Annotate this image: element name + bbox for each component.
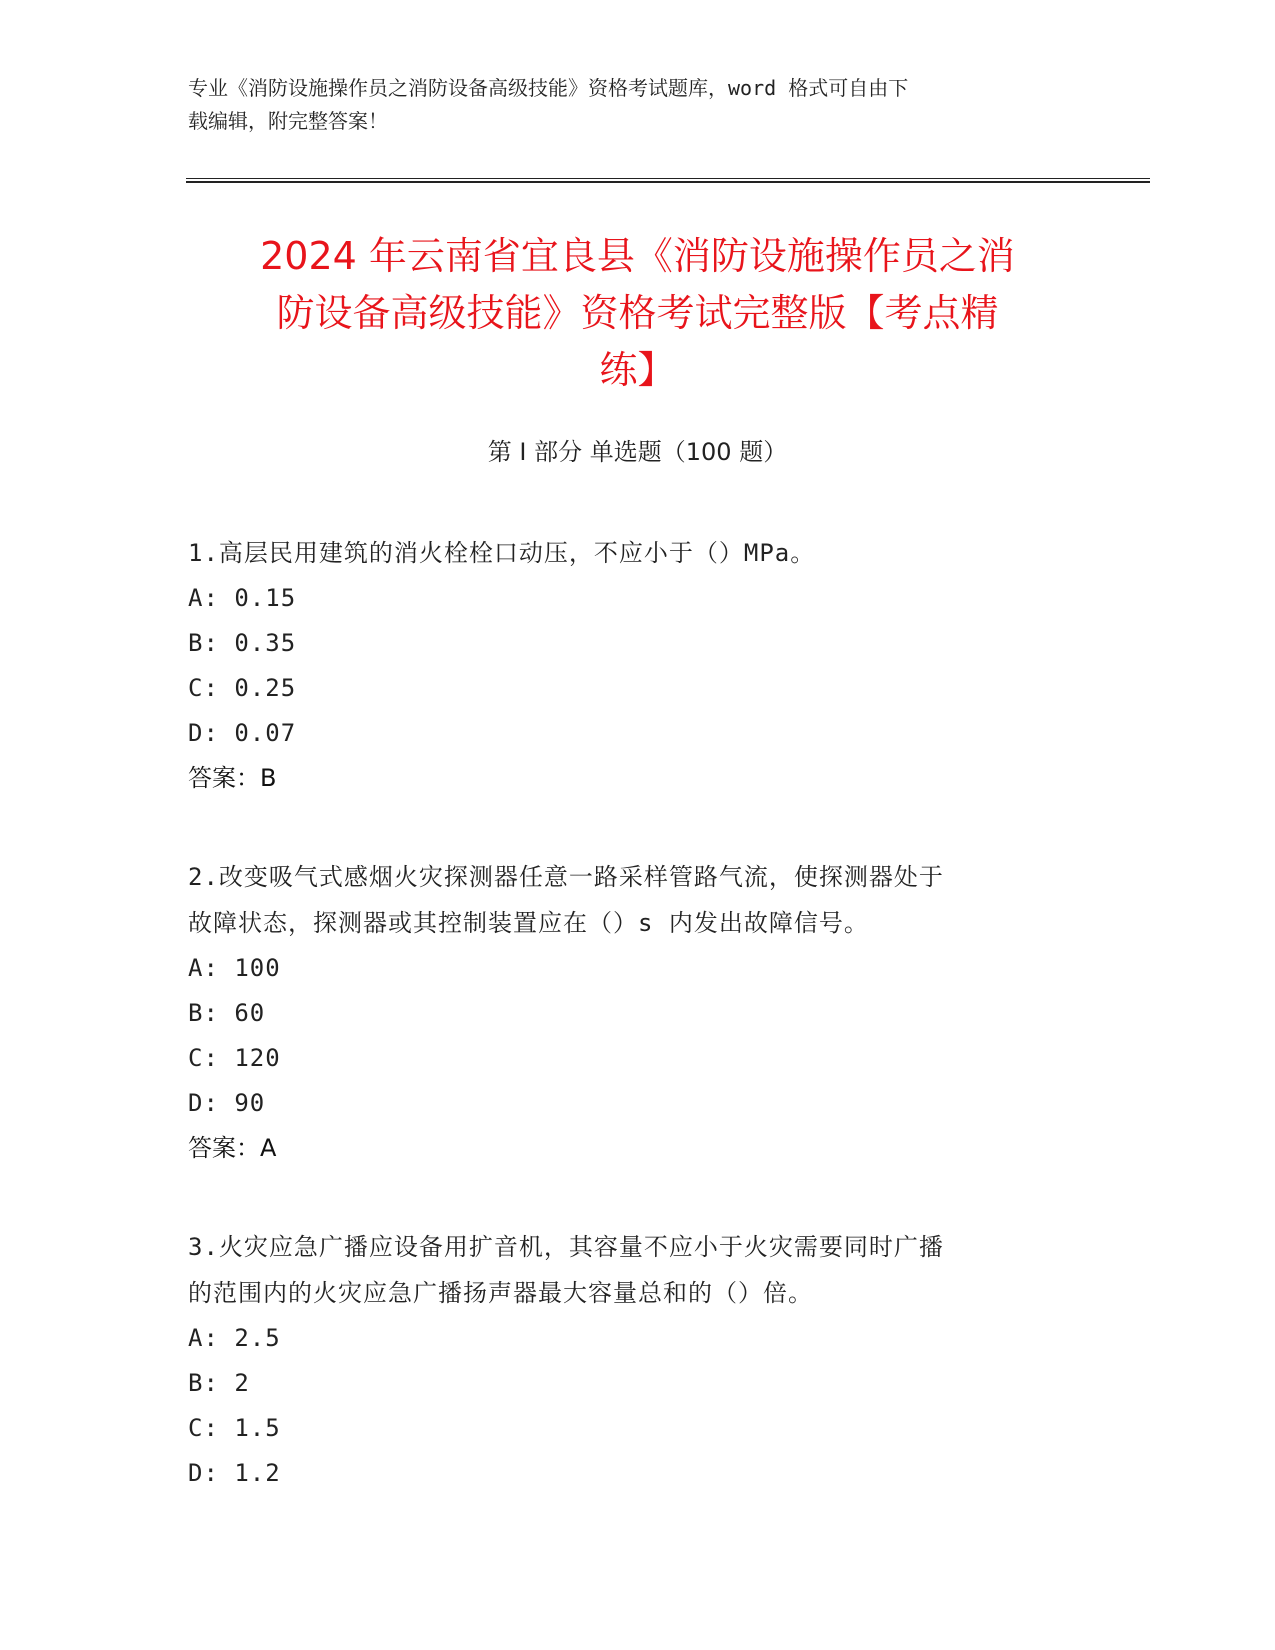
document-title-line-1: 2024 年云南省宜良县《消防设施操作员之消 <box>260 234 1015 278</box>
question-stem: 1.高层民用建筑的消火栓栓口动压，不应小于（）MPa。 <box>188 539 816 567</box>
option-b: B: 0.35 <box>188 629 297 657</box>
question-1 <box>188 530 1078 801</box>
header-divider-thick <box>186 181 1150 183</box>
header-note <box>188 72 1068 138</box>
question-list <box>188 530 1078 1549</box>
option-c: C: 0.25 <box>188 674 297 702</box>
option-a: A: 0.15 <box>188 584 297 612</box>
answer: 答案：B <box>188 764 277 792</box>
document-title <box>170 228 1105 399</box>
header-note-line-1: 专业《消防设施操作员之消防设备高级技能》资格考试题库，word 格式可自由下 <box>188 76 909 100</box>
option-b: B: 60 <box>188 999 266 1027</box>
document-title-line-2: 防设备高级技能》资格考试完整版【考点精 <box>276 291 999 335</box>
option-c: C: 120 <box>188 1044 281 1072</box>
header-note-line-2: 载编辑，附完整答案！ <box>188 109 388 133</box>
document-title-line-3: 练】 <box>599 348 676 392</box>
section-heading: 第 I 部分 单选题（100 题） <box>487 438 788 466</box>
option-c: C: 1.5 <box>188 1414 281 1442</box>
option-d: D: 1.2 <box>188 1459 281 1487</box>
question-stem-line-1: 3.火灾应急广播应设备用扩音机，其容量不应小于火灾需要同时广播 <box>188 1233 944 1261</box>
question-stem-line-2: 故障状态，探测器或其控制装置应在（）s 内发出故障信号。 <box>188 909 869 937</box>
question-2 <box>188 854 1078 1171</box>
option-a: A: 100 <box>188 954 281 982</box>
question-3 <box>188 1224 1078 1496</box>
option-a: A: 2.5 <box>188 1324 281 1352</box>
option-d: D: 90 <box>188 1089 266 1117</box>
question-stem-line-1: 2.改变吸气式感烟火灾探测器任意一路采样管路气流，使探测器处于 <box>188 863 944 891</box>
header-divider-thin <box>186 178 1150 179</box>
answer: 答案：A <box>188 1134 277 1162</box>
option-b: B: 2 <box>188 1369 250 1397</box>
question-stem-line-2: 的范围内的火灾应急广播扬声器最大容量总和的（）倍。 <box>188 1279 813 1307</box>
option-d: D: 0.07 <box>188 719 297 747</box>
